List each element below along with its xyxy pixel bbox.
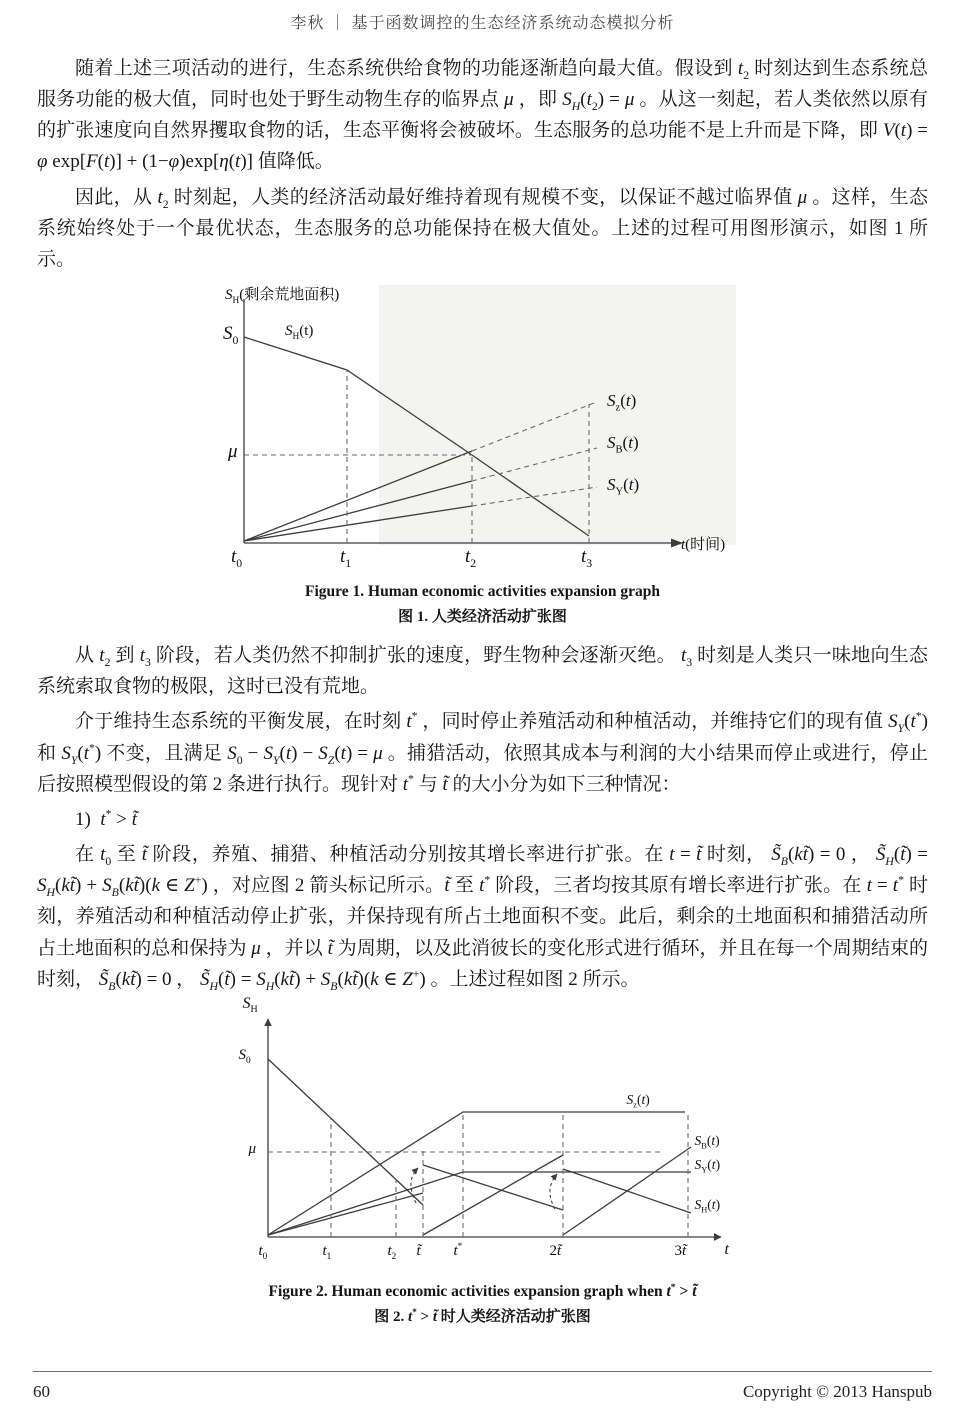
- fig2-ttilde-tick: t̃: [416, 1242, 421, 1259]
- fig2-3ttilde-tick: 3t̃: [674, 1242, 687, 1259]
- fig2-jump-arrow-2ttilde: [549, 1174, 556, 1209]
- fig1-t3-tick: $t_3$: [581, 546, 593, 570]
- figure2-caption-en: Figure 2. Human economic activities expansion graph when t* > t̃: [268, 1281, 697, 1300]
- fig1-sy-label: $S_Y(t)$: [607, 475, 640, 498]
- fig1-t2-tick: $t_2$: [465, 546, 477, 570]
- page-number: 60: [33, 1382, 50, 1401]
- fig2-sy-label: $S_Y(t)$: [694, 1156, 721, 1175]
- figure2-caption-zh: 图 2. t* > t̃ 时人类经济活动扩张图: [374, 1307, 591, 1325]
- fig2-2ttilde-tick: 2t̃: [549, 1242, 562, 1259]
- fig1-sb-label: $S_B(t)$: [607, 433, 639, 456]
- fig2-y-axis-label: $S_H$: [242, 994, 258, 1015]
- figure-1: [219, 285, 746, 626]
- case-1-item: 1) t* > t̃: [75, 807, 137, 830]
- fig2-t0-tick: $t_0$: [258, 1242, 268, 1262]
- fig2-tstar-tick: t*: [453, 1241, 463, 1259]
- figure2-canvas: [223, 994, 743, 1275]
- fig1-x-axis-label: t(时间): [681, 537, 726, 554]
- figure2-plot: [223, 994, 743, 1275]
- paragraph-3: 从 $t_2$ 到 $t_3$ 阶段，若人类仍然不抑制扩张的速度，野生物种会逐渐灭绝。 $t_3$ 时刻是人类只一味地向生态系统索取食物的极限，这时已没有荒地。: [37, 645, 928, 698]
- fig2-t2-tick: $t_2$: [387, 1242, 397, 1262]
- fig2-x-axis-label: t: [724, 1240, 729, 1258]
- fig1-s0-label: $S_0$: [223, 323, 239, 347]
- page-content: [0, 53, 965, 1326]
- paragraph-4: 介于维持生态系统的平衡发展，在时刻 t* ，同时停止养殖活动和种植活动，并维持它们的现有值 $S_Y(t^*)$ 和 $S_Y(t^*)$ 不变，且满足 $S_0 - S_Y(t) - S_Z(t) = \mu$ 。捕猎活动，依照其成本与利润的大小结果而停止或进行，停止后按照模型假设的第 2 条进行执行。现针对 t* 与 t̃ 的大小分为如下三种情况：: [37, 710, 929, 795]
- figure2-caption: [223, 1283, 743, 1326]
- copyright-notice: Copyright © 2013 Hanspub: [742, 1382, 932, 1401]
- fig2-mu-label: μ: [248, 1140, 257, 1157]
- fig1-t1-tick: $t_1$: [340, 546, 352, 570]
- figure1-caption: [219, 583, 746, 626]
- fig1-mu-label: μ: [228, 441, 238, 463]
- figure1-caption-zh: 图 1. 人类经济活动扩张图: [398, 609, 567, 626]
- fig2-t1-tick: $t_1$: [322, 1242, 332, 1262]
- fig1-scan-background: [379, 285, 736, 545]
- figure1-canvas: [219, 285, 746, 575]
- fig2-sb-label: $S_B(t)$: [694, 1132, 720, 1151]
- fig2-s0-label: $S_0$: [238, 1046, 251, 1066]
- running-header: 李秋 ｜ 基于函数调控的生态经济系统动态模拟分析: [290, 15, 675, 32]
- fig2-sh-label: $S_H(t)$: [694, 1196, 721, 1215]
- paragraph-2: 因此，从 $t_2$ 时刻起，人类的经济活动最好维持着现有规模不变，以保证不越过临界值 μ 。这样，生态系统始终处于一个最优状态，生态服务的总功能保持在极大值处。上述的过程可用图形演示，如图 1 所示。: [37, 186, 928, 270]
- figure-2: [223, 994, 743, 1326]
- fig2-sz-label: $S_z(t)$: [626, 1091, 650, 1110]
- figure1-caption-en: Figure 1. Human economic activities expansion graph: [305, 583, 660, 601]
- page-footer: [33, 1371, 932, 1402]
- fig1-y-axis-label: $S_H$(剩余荒地面积): [225, 287, 340, 307]
- paragraph-1: 随着上述三项活动的进行，生态系统供给食物的功能逐渐趋向最大值。假设到 $t_2$ 时刻达到生态系统总服务功能的极大值，同时也处于野生动物生存的临界点 μ ，即 $S_H(t_2) = \mu$ 。从这一刻起，若人类依然以原有的扩张速度向自然界攫取食物的话，生态平衡将会被破坏。生态服务的总功能不是上升而是下降，即 V(t) = φ exp[F(t)] + (1−φ)exp[η(t)] 值降低。: [37, 58, 928, 173]
- fig1-sh-curve-label: $S_H(t)$: [285, 323, 314, 343]
- fig1-sz-label: $S_z(t)$: [607, 391, 637, 414]
- paragraph-5: 在 $t_0$ 至 t̃ 阶段，养殖、捕猎、种植活动分别按其增长率进行扩张。在 t = t̃ 时刻， $S̃_B(kt̃) = 0$ ， $S̃_H(t̃)$ = $S_H(kt̃)$ + $S_B(kt̃)(k$ ∈ Z+) ，对应图 2 箭头标记所示。t̃ 至 t* 阶段，三者均按其原有增长率进行扩张。在 t = t* 时刻，养殖活动和种植活动停止扩张，并保持现有所占土地面积不变。此后，剩余的土地面积和捕猎活动所占土地面积的总和保持为 μ ，并以 t̃ 为周期，以及此消彼长的变化形式进行循环，并且在每一个周期结束的时刻， $S̃_B(kt̃) = 0$ ， $S̃_H(t̃)$ = $S_H(kt̃)$ + $S_B(kt̃)(k$ ∈ Z+) 。上述过程如图 2 所示。: [37, 844, 928, 993]
- fig1-t0-tick: $t_0$: [231, 546, 243, 570]
